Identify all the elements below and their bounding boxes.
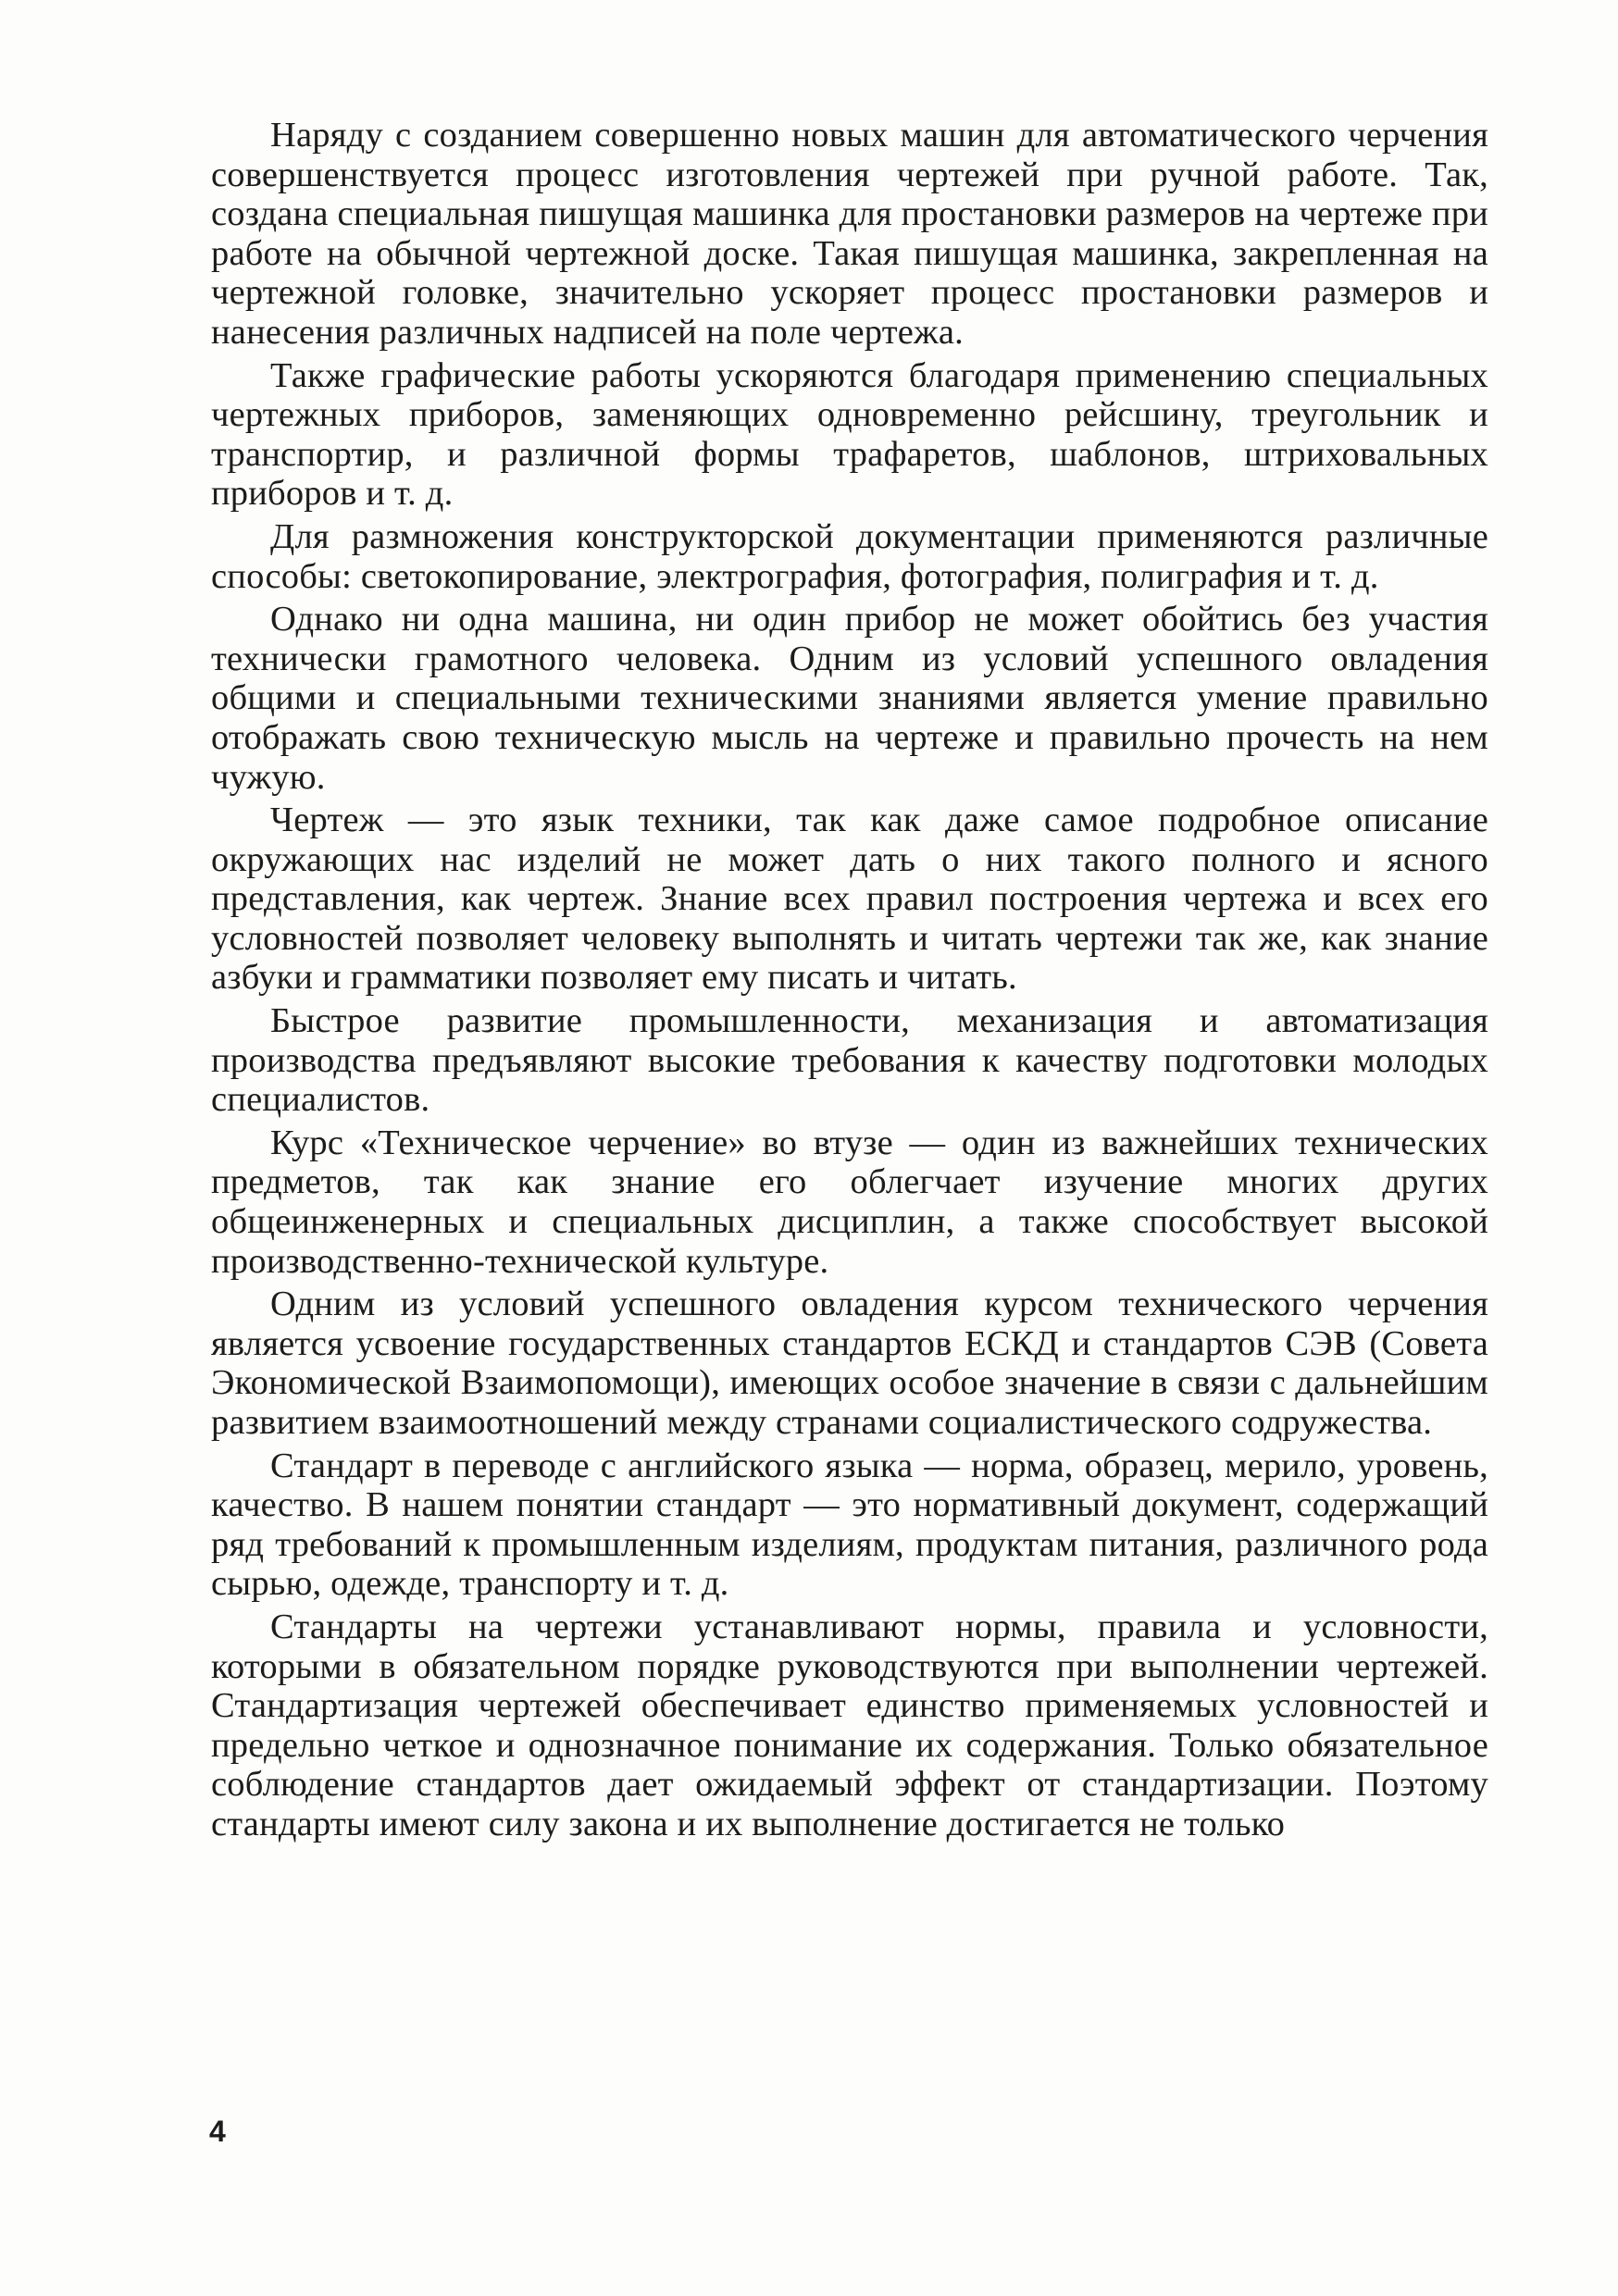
paragraph: Одним из условий успешного овладения курсом технического черчения является усвоение государственных стандартов ЕСКД и стандартов СЭВ (Совета Экономической Взаимопомощи), имеющих особое значение в связи с дальнейшим развитием взаимоотношений между странами социалистического содружества. (211, 1285, 1488, 1442)
paragraph: Также графические работы ускоряются благодаря применению специальных чертежных приборов, заменяющих одновременно рейсшину, треугольник и транспортир, и различной формы трафаретов, шаблонов, штриховальных приборов и т. д. (211, 355, 1488, 514)
paragraph: Быстрое развитие промышленности, механизация и автоматизация производства предъявляют высокие требования к качеству подготовки молодых специалистов. (211, 1001, 1488, 1120)
paragraph: Для размножения конструкторской документации применяются различные способы: светокопирование, электрография, фотография, полиграфия и т. д. (211, 516, 1488, 596)
paragraph: Чертеж — это язык техники, так как даже самое подробное описание окружающих нас изделий не может дать о них такого полного и ясного представления, как чертеж. Знание всех правил построения чертежа и всех его условностей позволяет человеку выполнять и читать чертежи так же, как знание азбуки и грамматики позволяет ему писать и читать. (211, 800, 1488, 998)
body-text (211, 116, 1488, 1848)
paragraph: Наряду с созданием совершенно новых машин для автоматического черчения совершенствуется процесс изготовления чертежей при ручной работе. Так, создана специальная пишущая машинка для простановки размеров на чертеже при работе на обычной чертежной доске. Такая пишущая машинка, закрепленная на чертежной головке, значительно ускоряет процесс простановки размеров и нанесения различных надписей на поле чертежа. (211, 116, 1488, 352)
paragraph: Курс «Техническое черчение» во втузе — один из важнейших технических предметов, так как знание его облегчает изучение многих других общеинженерных и специальных дисциплин, а также способствует высокой производственно-технической культуре. (211, 1123, 1488, 1281)
paragraph: Однако ни одна машина, ни один прибор не может обойтись без участия технически грамотного человека. Одним из условий успешного овладения общими и специальными техническими знаниями является умение правильно отображать свою техническую мысль на чертеже и правильно прочесть на нем чужую. (211, 600, 1488, 797)
paragraph: Стандарт в переводе с английского языка — норма, образец, мерило, уровень, качество. В нашем понятии стандарт — это нормативный документ, содержащий ряд требований к промышленным изделиям, продуктам питания, различного рода сырью, одежде, транспорту и т. д. (211, 1446, 1488, 1604)
paragraph: Стандарты на чертежи устанавливают нормы, правила и условности, которыми в обязательном порядке руководствуются при выполнении чертежей. Стандартизация чертежей обеспечивает единство применяемых условностей и предельно четкое и однозначное понимание их содержания. Только обязательное соблюдение стандартов дает ожидаемый эффект от стандартизации. Поэтому стандарты имеют силу закона и их выполнение достигается не только (211, 1607, 1488, 1843)
page-number: 4 (209, 2115, 226, 2148)
